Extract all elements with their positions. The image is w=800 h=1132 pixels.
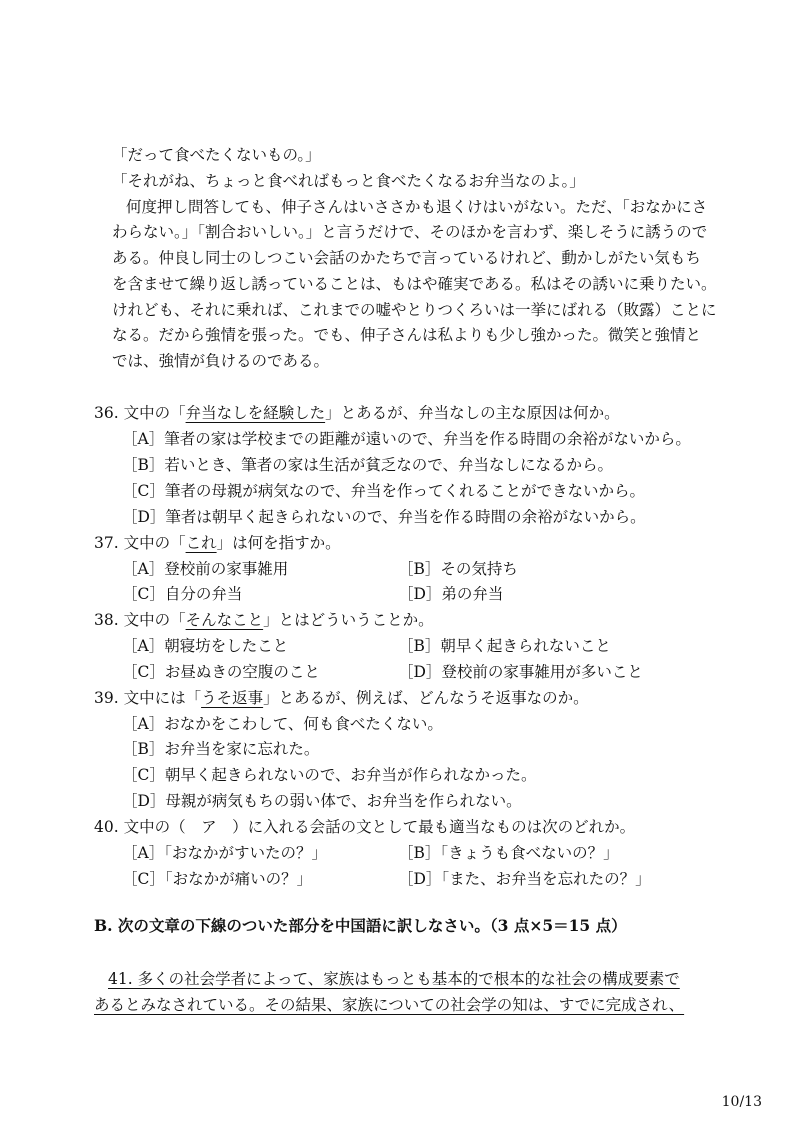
q38-option-a: ［A］朝寝坊をしたこと (122, 637, 289, 655)
question-37-pre: 37. 文中の「 (94, 534, 186, 552)
q37-option-a: ［A］登校前の家事雑用 (122, 560, 289, 578)
q36-option-a: ［A］筆者の家は学校までの距離が遠いので、弁当を作る時間の余裕がないから。 (122, 430, 691, 448)
q39-option-a: ［A］おなかをこわして、何も食べたくない。 (122, 715, 443, 733)
section-b-heading: B. 次の文章の下線のついた部分を中国語に訳しなさい。（3 点×5＝15 点） (94, 916, 627, 935)
page-number: 10/13 (721, 1094, 762, 1110)
question-40 (94, 820, 635, 836)
question-36-pre: 36. 文中の「 (94, 404, 186, 422)
question-39 (94, 691, 589, 707)
question-36-post: 」とあるが、弁当なしの主な原因は何か。 (325, 404, 620, 422)
question-40-pre: 40. 文中の（ ア ）に入れる会話の文として最も適当なものは次のどれか。 (94, 818, 636, 836)
question-36-underlined: 弁当なしを経験した (185, 404, 326, 422)
question-39-pre: 39. 文中には「 (94, 689, 202, 707)
q40-option-c: ［C］「おなかが痛いの？」 (122, 870, 313, 888)
question-39-underlined: うそ返事 (201, 689, 264, 707)
q36-option-d: ［D］筆者は朝早く起きられないので、弁当を作る時間の余裕がないから。 (122, 508, 646, 526)
section-b-line-2: あるとみなされている。その結果、家族についての社会学の知は、すでに完成され、 (94, 996, 685, 1014)
passage-line-5: ある。仲良し同士のしつこい会話のかたちで言っているけれど、動かしがたい気もち (112, 249, 701, 267)
q37-option-d: ［D］弟の弁当 (398, 585, 504, 603)
passage-line-4: わらない。」「割合おいしい。」と言うだけで、そのほかを言わず、楽しそうに誘うので (112, 223, 708, 241)
question-38-pre: 38. 文中の「 (94, 611, 186, 629)
passage-line-6: を含ませて繰り返し誘っていることは、もはや確実である。私はその誘いに乗りたい。 (112, 275, 717, 293)
question-37-post: 」は何を指すか。 (216, 534, 341, 552)
passage-line-8: なる。だから強情を張った。でも、伸子さんは私よりも少し強かった。微笑と強情と (112, 326, 702, 344)
q40-option-a: ［A］「おなかがすいたの？」 (122, 844, 327, 862)
q37-option-b: ［B］その気持ち (398, 560, 518, 578)
q40-option-b: ［B］「きょうも食べないの？」 (398, 844, 619, 862)
question-37 (94, 536, 341, 552)
q36-option-c: ［C］筆者の母親が病気なので、弁当を作ってくれることができないから。 (122, 482, 646, 500)
passage-line-1: 「だって食べたくないもの。」 (112, 146, 321, 164)
passage-line-3: 何度押し問答しても、伸子さんはいささかも退くけはいがない。ただ、「おなかにさ (126, 198, 708, 216)
question-36 (94, 406, 620, 422)
q37-option-c: ［C］自分の弁当 (122, 585, 243, 603)
question-38-underlined: そんなこと (185, 611, 264, 629)
q39-option-b: ［B］お弁当を家に忘れた。 (122, 740, 320, 758)
q38-option-b: ［B］朝早く起きられないこと (398, 637, 611, 655)
question-39-post: 」とあるが、例えば、どんなうそ返事なのか。 (263, 689, 589, 707)
passage-line-9: では、強情が負けるのである。 (112, 352, 330, 370)
q40-option-d: ［D］「また、お弁当を忘れたの？」 (398, 870, 651, 888)
q36-option-b: ［B］若いとき、筆者の家は生活が貧乏なので、弁当なしになるから。 (122, 456, 613, 474)
q38-option-c: ［C］お昼ぬきの空腹のこと (122, 663, 320, 681)
question-38 (94, 613, 434, 629)
q39-option-c: ［C］朝早く起きられないので、お弁当が作られなかった。 (122, 766, 537, 784)
q38-option-d: ［D］登校前の家事雑用が多いこと (398, 663, 643, 681)
section-b-line-1: 41. 多くの社会学者によって、家族はもっとも基本的で根本的な社会の構成要素で (108, 970, 680, 988)
passage-line-2: 「それがね、ちょっと食べればもっと食べたくなるお弁当なのよ。」 (112, 172, 585, 190)
question-38-post: 」とはどういうことか。 (263, 611, 434, 629)
question-37-underlined: これ (185, 534, 217, 552)
q39-option-d: ［D］母親が病気もちの弱い体で、お弁当を作られない。 (122, 792, 522, 810)
passage-line-7: けれども、それに乗れば、これまでの嘘やとりつくろいは一挙にばれる（敗露）ことに (112, 301, 717, 319)
